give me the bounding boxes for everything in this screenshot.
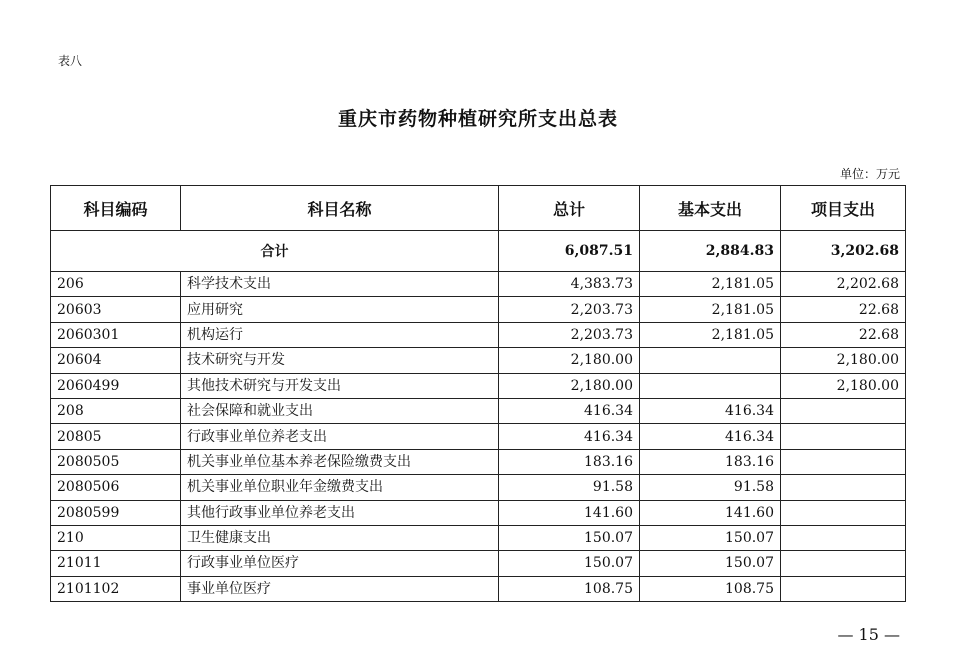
- row-total: 150.07: [499, 551, 640, 576]
- column-header-code: 科目编码: [51, 186, 181, 231]
- table-row: [51, 475, 906, 500]
- row-code: 210: [51, 525, 181, 550]
- row-name: 其他行政事业单位养老支出: [181, 500, 499, 525]
- row-project: [781, 500, 906, 525]
- row-name: 应用研究: [181, 297, 499, 322]
- row-name: 卫生健康支出: [181, 525, 499, 550]
- row-project: 2,180.00: [781, 373, 906, 398]
- row-code: 206: [51, 272, 181, 297]
- table-number-label: 表八: [58, 54, 83, 68]
- column-header-name: 科目名称: [181, 186, 499, 231]
- table-row: [51, 500, 906, 525]
- row-basic: 150.07: [640, 551, 781, 576]
- row-total: 150.07: [499, 525, 640, 550]
- row-project: [781, 525, 906, 550]
- row-code: 2060301: [51, 322, 181, 347]
- unit-label: 单位：万元: [839, 167, 900, 181]
- table-row: [51, 373, 906, 398]
- row-basic: 2,181.05: [640, 297, 781, 322]
- row-code: 21011: [51, 551, 181, 576]
- row-total: 416.34: [499, 424, 640, 449]
- total-label: 合计: [51, 231, 499, 272]
- table-row: [51, 424, 906, 449]
- row-name: 技术研究与开发: [181, 348, 499, 373]
- row-basic: 91.58: [640, 475, 781, 500]
- row-project: [781, 424, 906, 449]
- row-code: 20603: [51, 297, 181, 322]
- row-project: 22.68: [781, 322, 906, 347]
- row-code: 2080506: [51, 475, 181, 500]
- row-total: 416.34: [499, 398, 640, 423]
- row-basic: [640, 348, 781, 373]
- row-project: [781, 475, 906, 500]
- total-total: 6,087.51: [499, 231, 640, 272]
- row-basic: 2,181.05: [640, 322, 781, 347]
- table-header-row: [51, 186, 906, 231]
- row-name: 机关事业单位职业年金缴费支出: [181, 475, 499, 500]
- row-total: 141.60: [499, 500, 640, 525]
- row-total: 108.75: [499, 576, 640, 601]
- row-project: [781, 449, 906, 474]
- row-project: [781, 551, 906, 576]
- row-project: 2,202.68: [781, 272, 906, 297]
- row-basic: 141.60: [640, 500, 781, 525]
- row-code: 208: [51, 398, 181, 423]
- row-project: [781, 576, 906, 601]
- row-total: 4,383.73: [499, 272, 640, 297]
- row-project: 22.68: [781, 297, 906, 322]
- table-row: [51, 272, 906, 297]
- row-name: 行政事业单位医疗: [181, 551, 499, 576]
- total-row: [51, 231, 906, 272]
- table-row: [51, 525, 906, 550]
- total-basic: 2,884.83: [640, 231, 781, 272]
- row-total: 2,180.00: [499, 348, 640, 373]
- row-code: 2080505: [51, 449, 181, 474]
- table-row: [51, 297, 906, 322]
- table-row: [51, 576, 906, 601]
- row-total: 2,180.00: [499, 373, 640, 398]
- table-row: [51, 322, 906, 347]
- page-number: — 15 —: [837, 625, 900, 644]
- column-header-basic: 基本支出: [640, 186, 781, 231]
- row-total: 183.16: [499, 449, 640, 474]
- row-basic: 150.07: [640, 525, 781, 550]
- row-name: 行政事业单位养老支出: [181, 424, 499, 449]
- table-row: [51, 348, 906, 373]
- expenditure-table: [50, 185, 906, 602]
- row-basic: 416.34: [640, 398, 781, 423]
- row-basic: 416.34: [640, 424, 781, 449]
- row-name: 事业单位医疗: [181, 576, 499, 601]
- row-name: 机关事业单位基本养老保险缴费支出: [181, 449, 499, 474]
- table-row: [51, 551, 906, 576]
- row-name: 科学技术支出: [181, 272, 499, 297]
- row-name: 社会保障和就业支出: [181, 398, 499, 423]
- column-header-project: 项目支出: [781, 186, 906, 231]
- row-total: 2,203.73: [499, 297, 640, 322]
- row-code: 20604: [51, 348, 181, 373]
- row-basic: 2,181.05: [640, 272, 781, 297]
- row-name: 其他技术研究与开发支出: [181, 373, 499, 398]
- row-name: 机构运行: [181, 322, 499, 347]
- row-code: 2080599: [51, 500, 181, 525]
- total-project: 3,202.68: [781, 231, 906, 272]
- row-project: 2,180.00: [781, 348, 906, 373]
- row-code: 2060499: [51, 373, 181, 398]
- page-title: 重庆市药物种植研究所支出总表: [337, 108, 618, 130]
- row-basic: 108.75: [640, 576, 781, 601]
- row-total: 91.58: [499, 475, 640, 500]
- row-code: 2101102: [51, 576, 181, 601]
- row-basic: [640, 373, 781, 398]
- table-row: [51, 398, 906, 423]
- row-total: 2,203.73: [499, 322, 640, 347]
- row-basic: 183.16: [640, 449, 781, 474]
- row-project: [781, 398, 906, 423]
- table-row: [51, 449, 906, 474]
- row-code: 20805: [51, 424, 181, 449]
- column-header-total: 总计: [499, 186, 640, 231]
